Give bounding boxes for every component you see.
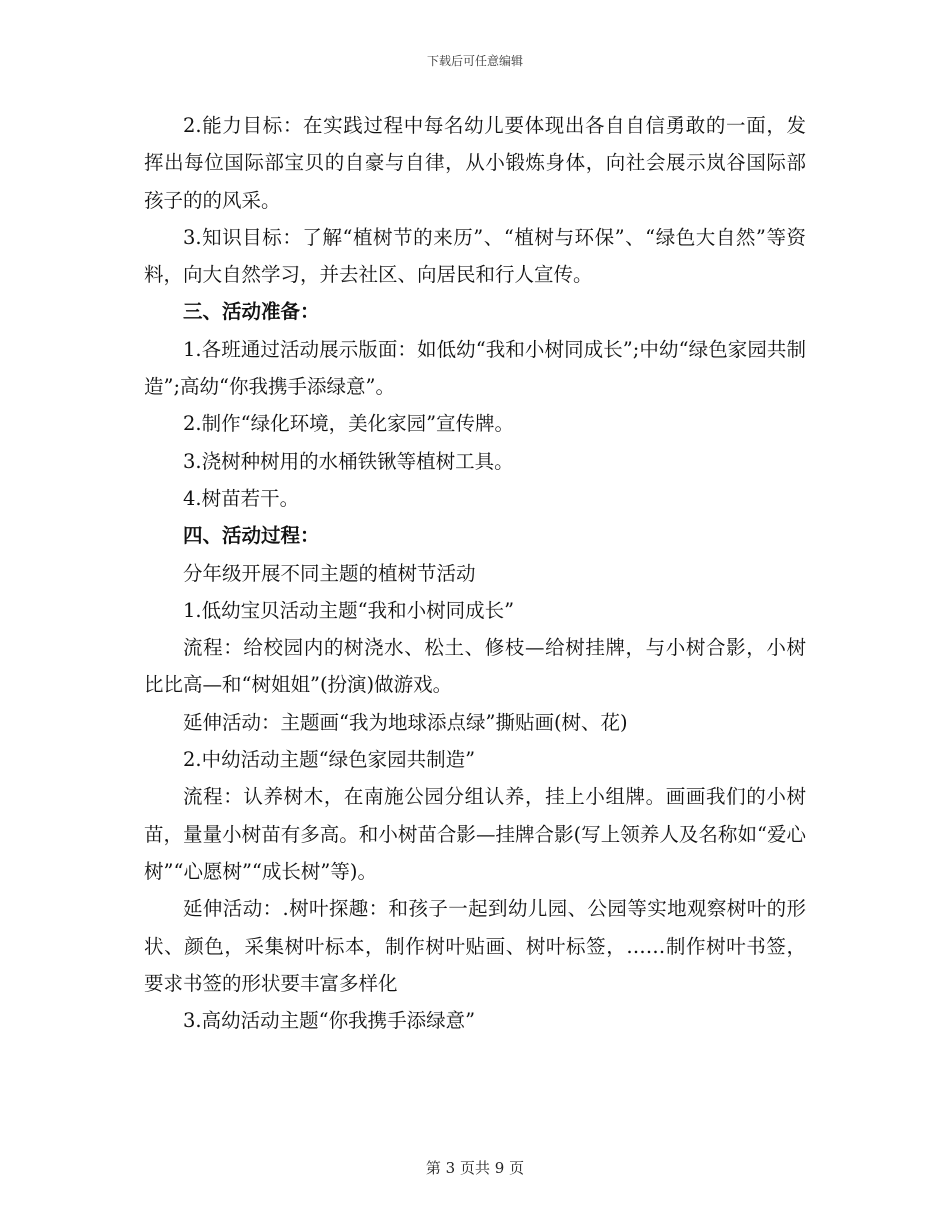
paragraph-knowledge-goal: 3.知识目标：了解“植树节的来历”、“植树与环保”、“绿色大自然”等资料，向大自然学习，并去社区、向居民和行人宣传。: [144, 225, 806, 287]
paragraph-prep-2: 2.制作“绿化环境，美化家园”宣传牌。: [183, 412, 515, 436]
paragraph-middle-theme: 2.中幼活动主题“绿色家园共制造”: [183, 748, 476, 772]
paragraph-ability-goal: 2.能力目标：在实践过程中每名幼儿要体现出各自自信勇敢的一面，发挥出每位国际部宝贝的自豪与自律，从小锻炼身体，向社会展示岚谷国际部孩子的的风采。: [144, 114, 806, 212]
paragraph-middle-flow: 流程：认养树木，在南施公园分组认养，挂上小组牌。画画我们的小树苗，量量小树苗有多高。和小树苗合影—挂牌合影(写上领养人及名称如“爱心树”“心愿树”“成长树”等)。: [144, 785, 806, 883]
paragraph-middle-extension: 延伸活动：.树叶探趣：和孩子一起到幼儿园、公园等实地观察树叶的形状、颜色，采集树叶标本，制作树叶贴画、树叶标签，……制作树叶书签，要求书签的形状要丰富多样化: [144, 897, 806, 995]
document-body: [144, 107, 806, 1039]
paragraph-prep-3: 3.浇树种树用的水桶铁锹等植树工具。: [183, 449, 514, 473]
paragraph-prep-1: 1.各班通过活动展示版面：如低幼“我和小树同成长”;中幼“绿色家园共制造”;高幼“你我携手添绿意”。: [144, 337, 806, 399]
paragraph-junior-theme: 1.低幼宝贝活动主题“我和小树同成长”: [183, 598, 515, 622]
paragraph-senior-theme: 3.高幼活动主题“你我携手添绿意”: [183, 1009, 476, 1033]
section-heading-process: 四、活动过程：: [183, 524, 320, 548]
page-footer: 第 3 页共 9 页: [425, 1159, 525, 1177]
page-header: 下载后可任意编辑: [426, 54, 523, 68]
paragraph-junior-extension: 延伸活动：主题画“我为地球添点绿”撕贴画(树、花): [183, 710, 628, 734]
paragraph-junior-flow: 流程：给校园内的树浇水、松土、修枝—给树挂牌，与小树合影，小树比比高—和“树姐姐”(扮演)做游戏。: [144, 636, 806, 697]
section-heading-preparation: 三、活动准备：: [183, 300, 320, 324]
paragraph-process-intro: 分年级开展不同主题的植树节活动: [183, 561, 476, 585]
paragraph-prep-4: 4.树苗若干。: [183, 486, 300, 510]
